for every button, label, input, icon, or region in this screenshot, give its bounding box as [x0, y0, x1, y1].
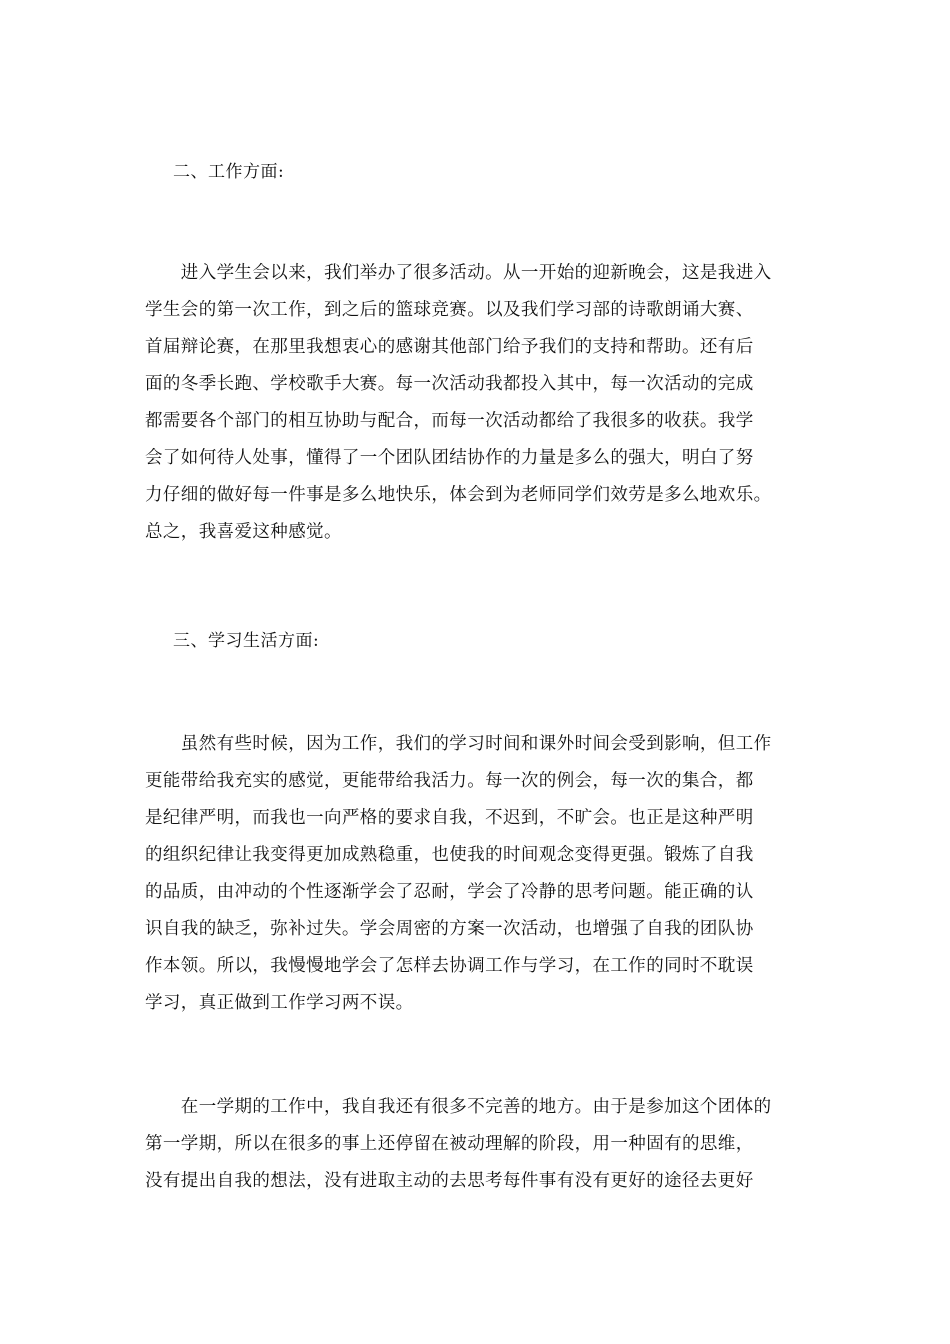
paragraph-study	[145, 726, 825, 1022]
paragraph-line: 虽然有些时候，因为工作，我们的学习时间和课外时间会受到影响，但工作	[145, 734, 772, 754]
paragraph-line: 没有提出自我的想法，没有进取主动的去思考每件事有没有更好的途径去更好	[145, 1171, 754, 1191]
paragraph-line: 在一学期的工作中，我自我还有很多不完善的地方。由于是参加这个团体的	[145, 1097, 772, 1117]
section-heading-study: 三、学习生活方面:	[173, 631, 320, 651]
paragraph-line: 学生会的第一次工作，到之后的篮球竞赛。以及我们学习部的诗歌朗诵大赛、	[145, 300, 754, 320]
paragraph-line: 更能带给我充实的感觉，更能带给我活力。每一次的例会，每一次的集合，都	[145, 771, 754, 791]
paragraph-line: 首届辩论赛，在那里我想衷心的感谢其他部门给予我们的支持和帮助。还有后	[145, 337, 754, 357]
paragraph-work	[145, 255, 825, 551]
paragraph-line: 的组织纪律让我变得更加成熟稳重，也使我的时间观念变得更强。锻炼了自我	[145, 845, 754, 865]
paragraph-line: 作本领。所以，我慢慢地学会了怎样去协调工作与学习，在工作的同时不耽误	[145, 956, 754, 976]
paragraph-line: 力仔细的做好每一件事是多么地快乐，体会到为老师同学们效劳是多么地欢乐。	[145, 485, 772, 505]
paragraph-line: 学习，真正做到工作学习两不误。	[145, 993, 414, 1013]
paragraph-line: 面的冬季长跑、学校歌手大赛。每一次活动我都投入其中，每一次活动的完成	[145, 374, 754, 394]
paragraph-line: 会了如何待人处事，懂得了一个团队团结协作的力量是多么的强大，明白了努	[145, 448, 754, 468]
paragraph-line: 都需要各个部门的相互协助与配合，而每一次活动都给了我很多的收获。我学	[145, 411, 754, 431]
paragraph-line: 是纪律严明，而我也一向严格的要求自我，不迟到，不旷会。也正是这种严明	[145, 808, 754, 828]
paragraph-line: 第一学期，所以在很多的事上还停留在被动理解的阶段，用一种固有的思维，	[145, 1134, 754, 1154]
section-heading-work: 二、工作方面:	[173, 162, 285, 182]
paragraph-line: 总之，我喜爱这种感觉。	[145, 522, 342, 542]
paragraph-line: 的品质，由冲动的个性逐渐学会了忍耐，学会了冷静的思考问题。能正确的认	[145, 882, 754, 902]
paragraph-reflection	[145, 1089, 825, 1200]
paragraph-line: 识自我的缺乏，弥补过失。学会周密的方案一次活动，也增强了自我的团队协	[145, 919, 754, 939]
paragraph-line: 进入学生会以来，我们举办了很多活动。从一开始的迎新晚会，这是我进入	[145, 263, 772, 283]
